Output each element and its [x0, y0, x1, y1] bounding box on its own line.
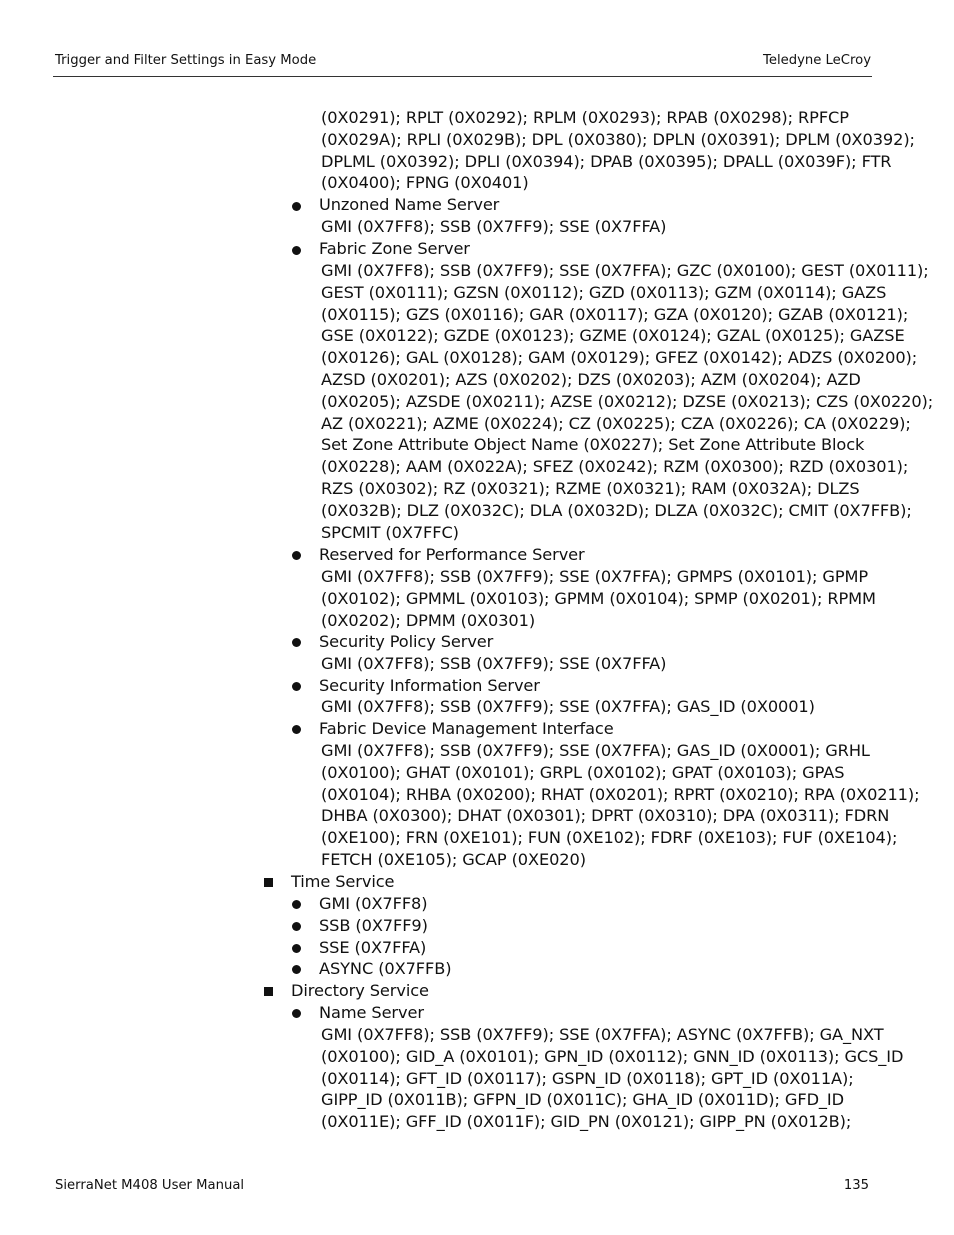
commands-security-policy-server: GMI (0X7FF8); SSB (0X7FF9); SSE (0X7FFA) [321, 654, 667, 673]
list-item-directory-service: Directory Service [291, 981, 429, 1000]
commands-performance-server: GMI (0X7FF8); SSB (0X7FF9); SSE (0X7FFA); GPMPS (0X0101); GPMP (0X0102); GPMML (0X0103); GPMM (0X0104); SPMP (0X0201); RPMM (0X0202); DPMM (0X0301) [321, 567, 876, 630]
commands-name-server: GMI (0X7FF8); SSB (0X7FF9); SSE (0X7FFA); ASYNC (0X7FFB); GA_NXT (0X0100); GID_A (0X0101); GPN_ID (0X0112); GNN_ID (0X0113); GCS_ID (0X0114); GFT_ID (0X0117); GSPN_ID (0X0118); GPT_ID (0X011A); GIPP_ID (0X011B); GFPN_ID (0X011C); GHA_ID (0X011D); GFD_ID (0X011E); GFF_ID (0X011F); GID_PN (0X0121); GIPP_PN (0X012B); [321, 1025, 904, 1132]
bullet-dot-icon [292, 900, 301, 909]
list-item-performance-server: Reserved for Performance Server [319, 545, 585, 564]
list-item-name-server: Name Server [319, 1003, 424, 1022]
commands-unzoned-name-server: GMI (0X7FF8); SSB (0X7FF9); SSE (0X7FFA) [321, 217, 667, 236]
list-item-time-service: Time Service [291, 872, 395, 891]
list-item-unzoned-name-server: Unzoned Name Server [319, 195, 500, 214]
bullet-dot-icon [292, 202, 301, 211]
bullet-dot-icon [292, 551, 301, 560]
bullet-dot-icon [292, 944, 301, 953]
commands-fabric-zone-server: GMI (0X7FF8); SSB (0X7FF9); SSE (0X7FFA); GZC (0X0100); GEST (0X0111); GEST (0X0111); GZSN (0X0112); GZD (0X0113); GZM (0X0114); GAZS (0X0115); GZS (0X0116); GAR (0X0117); GZA (0X0120); GZAB (0X0121); GSE (0X0122); GZDE (0X0123); GZME (0X0124); GZAL (0X0125); GAZSE (0X0126); GAL (0X0128); GAM (0X0129); GFEZ (0X0142); ADZS (0X0200); AZSD (0X0201); AZS (0X0202); DZS (0X0203); AZM (0X0204); AZD (0X0205); AZSDE (0X0211); AZSE (0X0212); DZSE (0X0213); CZS (0X0220); AZ (0X0221); AZME (0X0224); CZ (0X0225); CZA (0X0226); CA (0X0229); Set Zone Attribute Object Name (0X0227); Set Zone Attribute Block (0X0228); AAM (0X022A); SFEZ (0X0242); RZM (0X0300); RZD (0X0301); RZS (0X0302); RZ (0X0321); RZME (0X0321); RAM (0X032A); DLZS (0X032B); DLZ (0X032C); DLA (0X032D); DLZA (0X032C); CMIT (0X7FFB); SPCMIT (0X7FFC) [321, 261, 934, 542]
header-divider [53, 76, 872, 77]
bullet-dot-icon [292, 682, 301, 691]
list-item-fabric-zone-server: Fabric Zone Server [319, 239, 470, 258]
commands-security-information-server: GMI (0X7FF8); SSB (0X7FF9); SSE (0X7FFA); GAS_ID (0X0001) [321, 697, 815, 716]
command-list-continuation: (0X0291); RPLT (0X0292); RPLM (0X0293); RPAB (0X0298); RPFCP (0X029A); RPLI (0X029B); DPL (0X0380); DPLN (0X0391); DPLM (0X0392); DPLML (0X0392); DPLI (0X0394); DPAB (0X0395); DPALL (0X039F); FTR (0X0400); FPNG (0X0401) [321, 108, 915, 193]
bullet-dot-icon [292, 1009, 301, 1018]
list-item-async: ASYNC (0X7FFB) [319, 959, 452, 978]
running-header-title: Trigger and Filter Settings in Easy Mode [55, 53, 317, 68]
bullet-dot-icon [292, 725, 301, 734]
list-item-security-information-server: Security Information Server [319, 676, 540, 695]
list-item-security-policy-server: Security Policy Server [319, 632, 494, 651]
bullet-dot-icon [292, 922, 301, 931]
footer-manual-title: SierraNet M408 User Manual [55, 1178, 245, 1193]
page-number: 135 [843, 1178, 869, 1193]
bullet-dot-icon [292, 246, 301, 255]
commands-fabric-device-management: GMI (0X7FF8); SSB (0X7FF9); SSE (0X7FFA); GAS_ID (0X0001); GRHL (0X0100); GHAT (0X0101); GRPL (0X0102); GPAT (0X0103); GPAS (0X0104); RHBA (0X0200); RHAT (0X0201); RPRT (0X0210); RPA (0X0211); DHBA (0X0300); DHAT (0X0301); DPRT (0X0310); DPA (0X0311); FDRN (0XE100); FRN (0XE101); FUN (0XE102); FDRF (0XE103); FUF (0XE104); FETCH (0XE105); GCAP (0XE020) [321, 741, 920, 869]
running-header-brand: Teledyne LeCroy [763, 53, 871, 68]
list-item-ssb: SSB (0X7FF9) [319, 916, 428, 935]
bullet-dot-icon [292, 965, 301, 974]
bullet-square-icon [264, 987, 273, 996]
list-item-sse: SSE (0X7FFA) [319, 938, 427, 957]
list-item-gmi: GMI (0X7FF8) [319, 894, 428, 913]
bullet-square-icon [264, 878, 273, 887]
list-item-fabric-device-management: Fabric Device Management Interface [319, 719, 614, 738]
bullet-dot-icon [292, 638, 301, 647]
